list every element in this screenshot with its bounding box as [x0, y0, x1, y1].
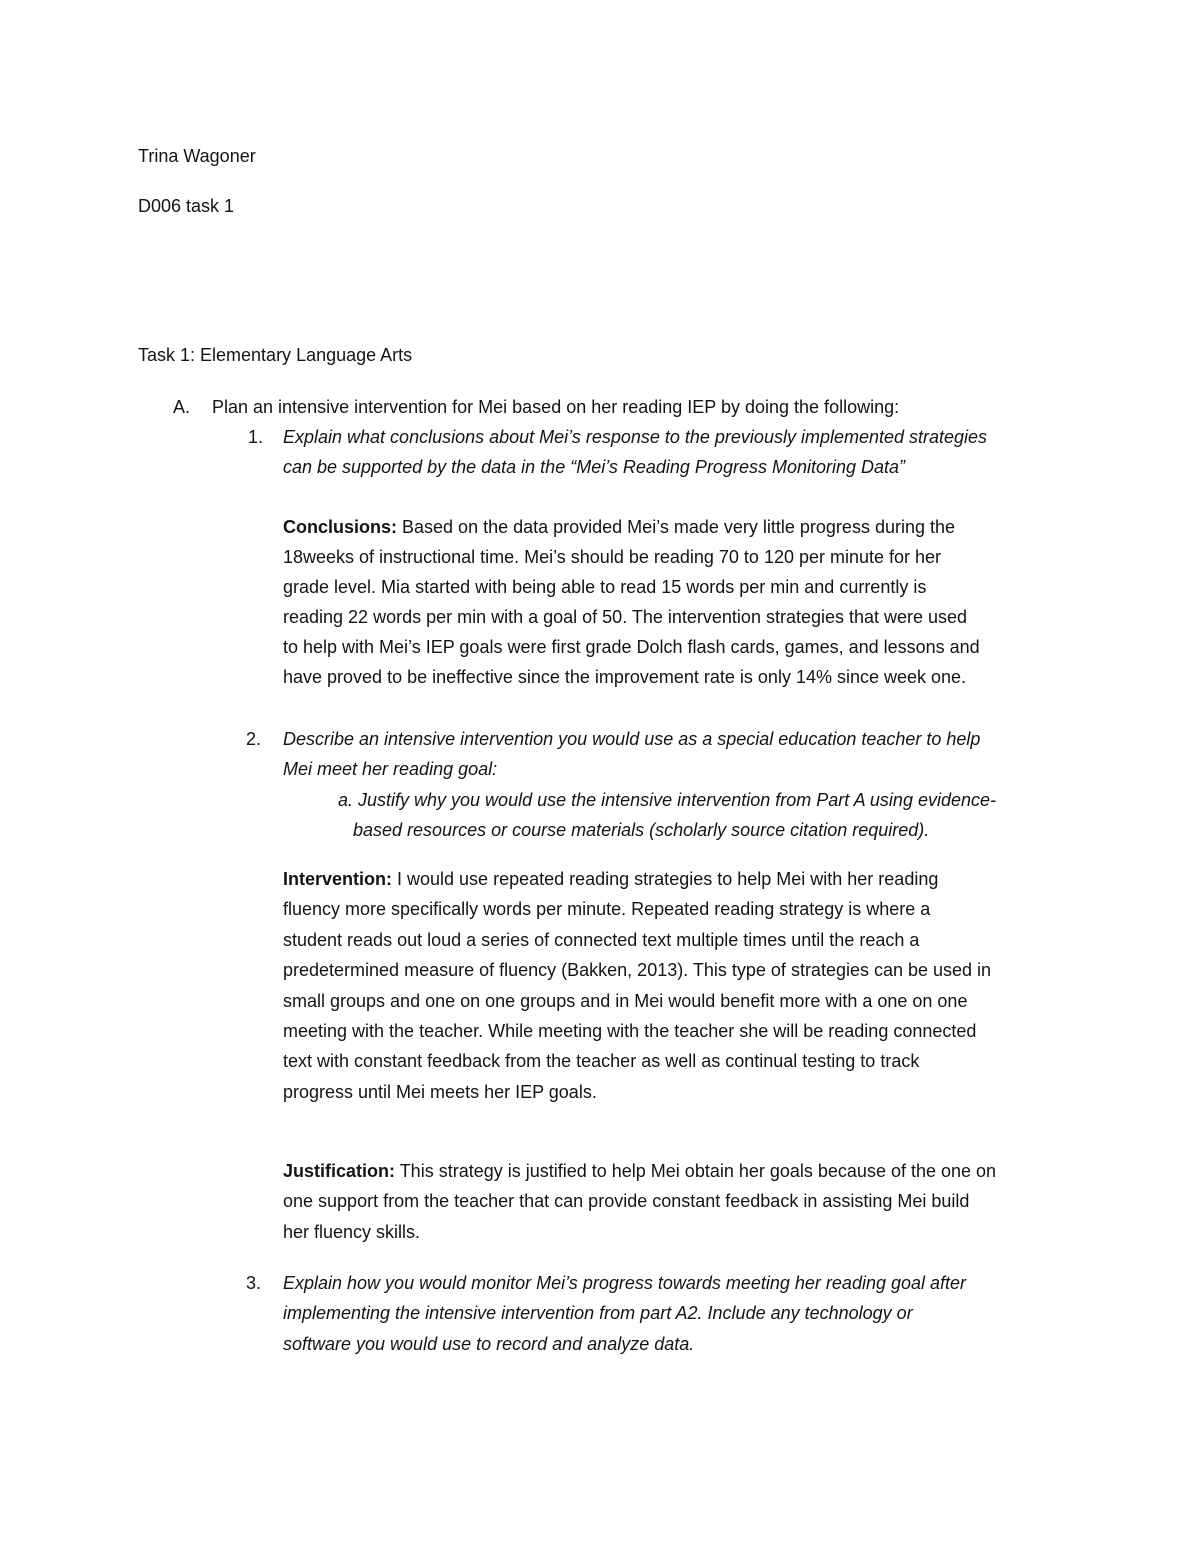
conclusions-text: Based on the data provided Mei’s made very little progress during the — [397, 517, 955, 537]
intervention-paragraph-line: fluency more specifically words per minute. Repeated reading strategy is where a — [283, 899, 931, 919]
intervention-paragraph-line: student reads out loud a series of connected text multiple times until the reach a — [283, 930, 920, 950]
item-3-marker: 3. — [246, 1273, 262, 1293]
justification-text: This strategy is justified to help Mei obtain her goals because of the one on — [395, 1161, 997, 1181]
item-1-prompt-line: can be supported by the data in the “Mei’s Reading Progress Monitoring Data” — [283, 457, 906, 477]
item-2-prompt-line: Mei meet her reading goal: — [283, 759, 498, 779]
course-task: D006 task 1 — [138, 196, 235, 216]
item-1-marker: 1. — [248, 427, 264, 447]
intervention-paragraph-line: text with constant feedback from the teacher as well as continual testing to track — [283, 1051, 920, 1071]
section-a-marker: A. — [173, 397, 191, 417]
intervention-paragraph-line: meeting with the teacher. While meeting with the teacher she will be reading connected — [283, 1021, 977, 1041]
task-title: Task 1: Elementary Language Arts — [138, 345, 413, 365]
intervention-label: Intervention: — [283, 869, 393, 889]
intervention-paragraph-line: predetermined measure of fluency (Bakken, 2013). This type of strategies can be used in — [283, 960, 992, 980]
item-2-prompt-line: Describe an intensive intervention you would use as a special education teacher to help — [283, 729, 981, 749]
justification-paragraph-line — [283, 1158, 996, 1184]
intervention-paragraph-line: small groups and one on one groups and in Mei would benefit more with a one on one — [283, 991, 968, 1011]
author-name: Trina Wagoner — [138, 146, 256, 166]
item-3-prompt-line: implementing the intensive intervention from part A2. Include any technology or — [283, 1303, 913, 1323]
conclusions-paragraph-line: 18weeks of instructional time. Mei’s should be reading 70 to 120 per minute for her — [283, 547, 942, 567]
justification-paragraph-line: one support from the teacher that can provide constant feedback in assisting Mei build — [283, 1191, 970, 1211]
section-a-text: Plan an intensive intervention for Mei based on her reading IEP by doing the following: — [212, 397, 900, 417]
item-2a-prompt-line: a. Justify why you would use the intensive intervention from Part A using evidence- — [338, 790, 997, 810]
intervention-paragraph-line: progress until Mei meets her IEP goals. — [283, 1082, 597, 1102]
item-3-prompt-line: software you would use to record and analyze data. — [283, 1334, 695, 1354]
justification-paragraph-line: her fluency skills. — [283, 1222, 421, 1242]
conclusions-label: Conclusions: — [283, 517, 398, 537]
conclusions-paragraph-line: reading 22 words per min with a goal of 50. The intervention strategies that were used — [283, 607, 968, 627]
item-3-prompt-line: Explain how you would monitor Mei’s progress towards meeting her reading goal after — [283, 1273, 967, 1293]
conclusions-paragraph-line: grade level. Mia started with being able to read 15 words per min and currently is — [283, 577, 927, 597]
intervention-text: I would use repeated reading strategies to help Mei with her reading — [392, 869, 939, 889]
item-2-marker: 2. — [246, 729, 262, 749]
conclusions-paragraph-line: to help with Mei’s IEP goals were first grade Dolch flash cards, games, and lessons and — [283, 637, 980, 657]
conclusions-paragraph-line — [283, 514, 955, 540]
item-1-prompt-line: Explain what conclusions about Mei’s response to the previously implemented strategies — [283, 427, 988, 447]
conclusions-paragraph-line: have proved to be ineffective since the improvement rate is only 14% since week one. — [283, 667, 967, 687]
justification-label: Justification: — [283, 1161, 396, 1181]
intervention-paragraph-line — [283, 866, 938, 892]
item-2a-prompt-line: based resources or course materials (scholarly source citation required). — [353, 820, 930, 840]
